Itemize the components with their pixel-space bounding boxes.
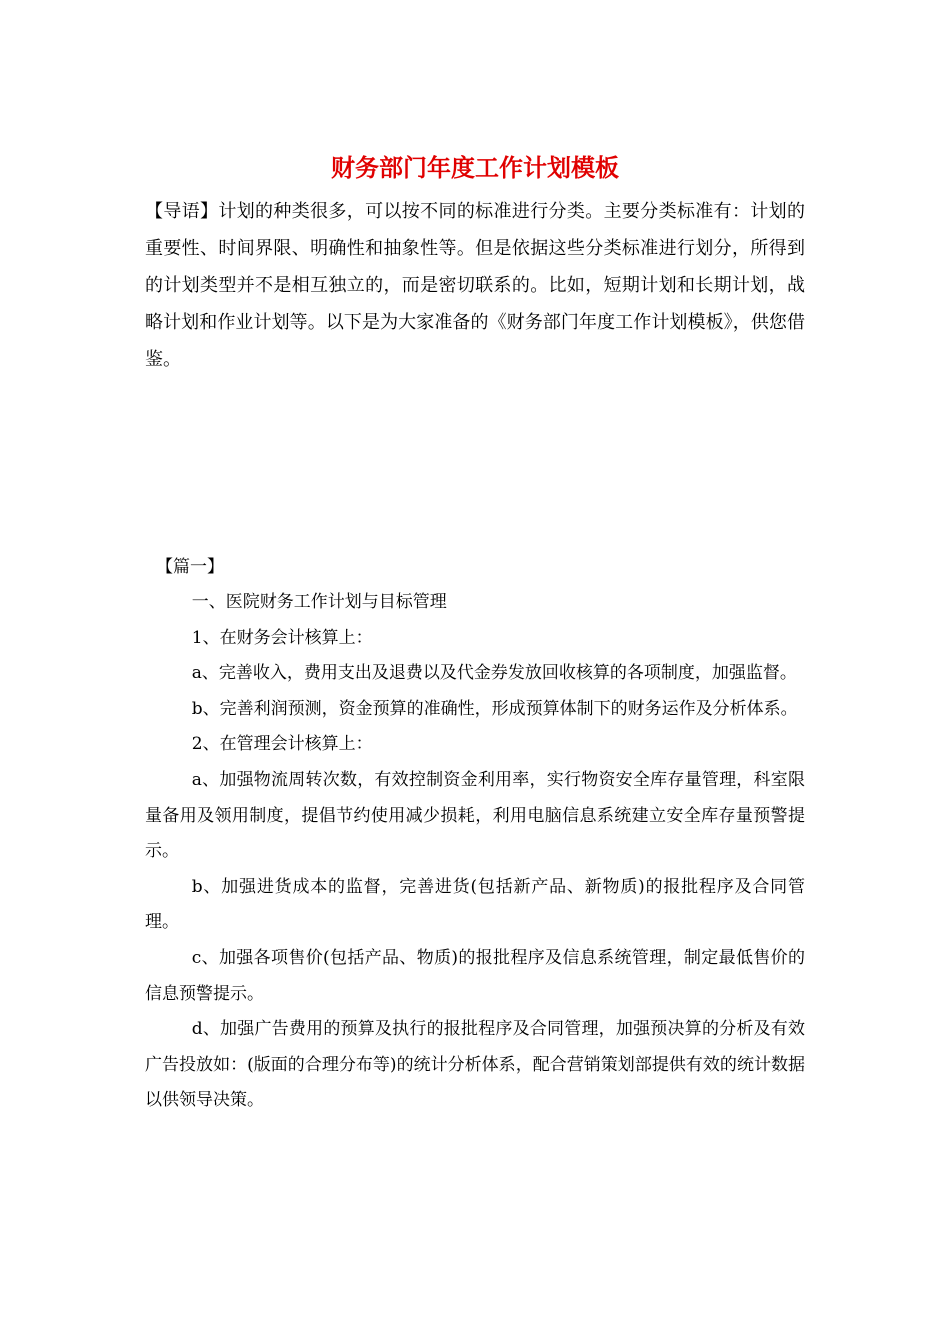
paragraph-item-2d: d、加强广告费用的预算及执行的报批程序及合同管理，加强预决算的分析及有效广告投放如：(版面的合理分布等)的统计分析体系，配合营销策划部提供有效的统计数据以供领导决策。 — [145, 1019, 805, 1111]
paragraph-item-1a: a、完善收入，费用支出及退费以及代金券发放回收核算的各项制度，加强监督。 — [191, 663, 797, 684]
paragraph-item-2b: b、加强进货成本的监督，完善进货(包括新产品、新物质)的报批程序及合同管理。 — [145, 876, 805, 933]
paragraph-subheading-1: 1、在财务会计核算上： — [191, 627, 373, 648]
document-title: 财务部门年度工作计划模板 — [331, 153, 619, 182]
paragraph-item-2c: c、加强各项售价(包括产品、物质)的报批程序及信息系统管理，制定最低售价的信息预警提示。 — [145, 947, 805, 1004]
paragraph-item-2a: a、加强物流周转次数，有效控制资金利用率，实行物资安全库存量管理，科室限量备用及领用制度，提倡节约使用减少损耗，利用电脑信息系统建立安全库存量预警提示。 — [145, 769, 805, 862]
intro-paragraph: 【导语】计划的种类很多，可以按不同的标准进行分类。主要分类标准有：计划的重要性、时间界限、明确性和抽象性等。但是依据这些分类标准进行划分，所得到的计划类型并不是相互独立的，而是密切联系的。比如，短期计划和长期计划，战略计划和作业计划等。以下是为大家准备的《财务部门年度工作计划模板》，供您借鉴。 — [145, 201, 805, 370]
paragraph-item-1b: b、完善利润预测，资金预算的准确性，形成预算体制下的财务运作及分析体系。 — [191, 698, 798, 719]
paragraph-heading-1: 一、医院财务工作计划与目标管理 — [191, 592, 447, 612]
section-one — [145, 549, 805, 1119]
section-heading: 【篇一】 — [156, 557, 224, 577]
paragraph-subheading-2: 2、在管理会计核算上： — [191, 734, 373, 755]
